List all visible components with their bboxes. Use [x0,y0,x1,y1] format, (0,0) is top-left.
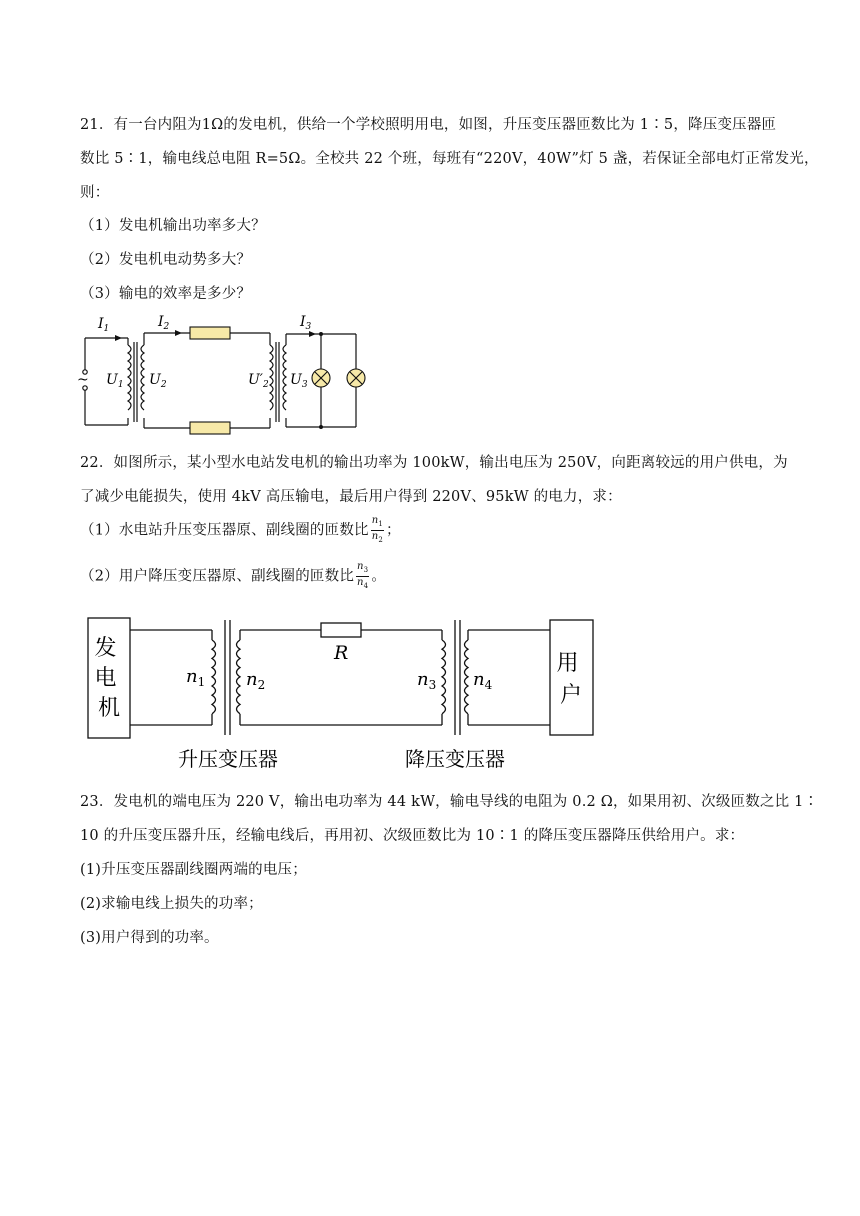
resistor-top [190,327,230,339]
lamp-icon [347,369,365,387]
lamp-icon [312,369,330,387]
resistor-bottom [190,422,230,434]
q23-subquestion-2: (2)求输电线上损失的功率； [80,896,263,912]
q21-line-1: 21．有一台内阻为1Ω的发电机，供给一个学校照明用电，如图，升压变压器匝数比为 1∶5，降压变压器匝 [80,117,777,133]
q22-subquestion-1: （1）水电站升压变压器原、副线圈的匝数比 $\frac{n_1}{n_2}$ ； [80,515,401,544]
q21-subquestion-2: （2）发电机电动势多大？ [80,252,252,268]
svg-text:U1: $U_1$ [106,372,124,390]
svg-text:n2: $n_2$ [246,669,266,692]
step-down-label: 降压变压器 [405,747,505,771]
generator-label: 发 电 机 [94,636,121,721]
svg-text:n3: $n_3$ [417,669,437,692]
svg-text:I2: $I_2$ [158,314,170,332]
svg-text:n4: $n_4$ [473,669,493,692]
q21-line-2: 数比 5∶1，输电线总电阻 R=5Ω。全校共 22 个班，每班有“220V，40W”灯 5 盏，若保证全部电灯正常发光， [80,151,819,167]
q23-line-1: 23．发电机的端电压为 220 V，输出电功率为 44 kW，输电导线的电阻为 0.2 Ω，如果用初、次级匝数之比 1∶ [80,794,819,810]
svg-text:I1: $I_1$ [98,316,110,334]
fraction-n1-n2: $\frac{n_1}{n_2}$ [371,515,384,544]
svg-text:U′2: $U'_2$ [248,372,269,390]
user-label: 用 户 [556,651,583,708]
svg-text:n1: $n_1$ [186,666,206,689]
q23-subquestion-1: (1)升压变压器副线圈两端的电压； [80,862,307,878]
q21-circuit-diagram [70,310,390,435]
q21-subquestion-1: （1）发电机输出功率多大？ [80,218,266,234]
svg-text:U2: $U_2$ [149,372,167,390]
label-R: R [334,642,349,664]
q23-line-2: 10 的升压变压器升压，经输电线后，再用初、次级匝数比为 10∶1 的降压变压器降压供给用户。求： [80,828,745,844]
q22-line-2: 了减少电能损失，使用 4kV 高压输电，最后用户得到 220V、95kW 的电力，求： [80,489,622,505]
q22-subquestion-2: （2）用户降压变压器原、副线圈的匝数比 $\frac{n_3}{n_4}$ 。 [80,561,387,590]
svg-text:U3: $U_3$ [290,372,308,390]
q22-transformer-diagram [80,610,610,775]
step-up-label: 升压变压器 [178,747,278,771]
user-box [550,620,593,735]
q22-line-1: 22．如图所示，某小型水电站发电机的输出功率为 100kW，输出电压为 250V，向距离较远的用户供电，为 [80,455,788,471]
resistor-R [321,623,361,637]
svg-text:I3: $I_3$ [300,314,312,332]
label-ac-source: ~ [77,372,89,388]
q21-subquestion-3: （3）输电的效率是多少？ [80,286,252,302]
q21-line-3: 则： [80,185,110,201]
fraction-n3-n4: $\frac{n_3}{n_4}$ [357,561,369,590]
q23-subquestion-3: (3)用户得到的功率。 [80,930,219,946]
